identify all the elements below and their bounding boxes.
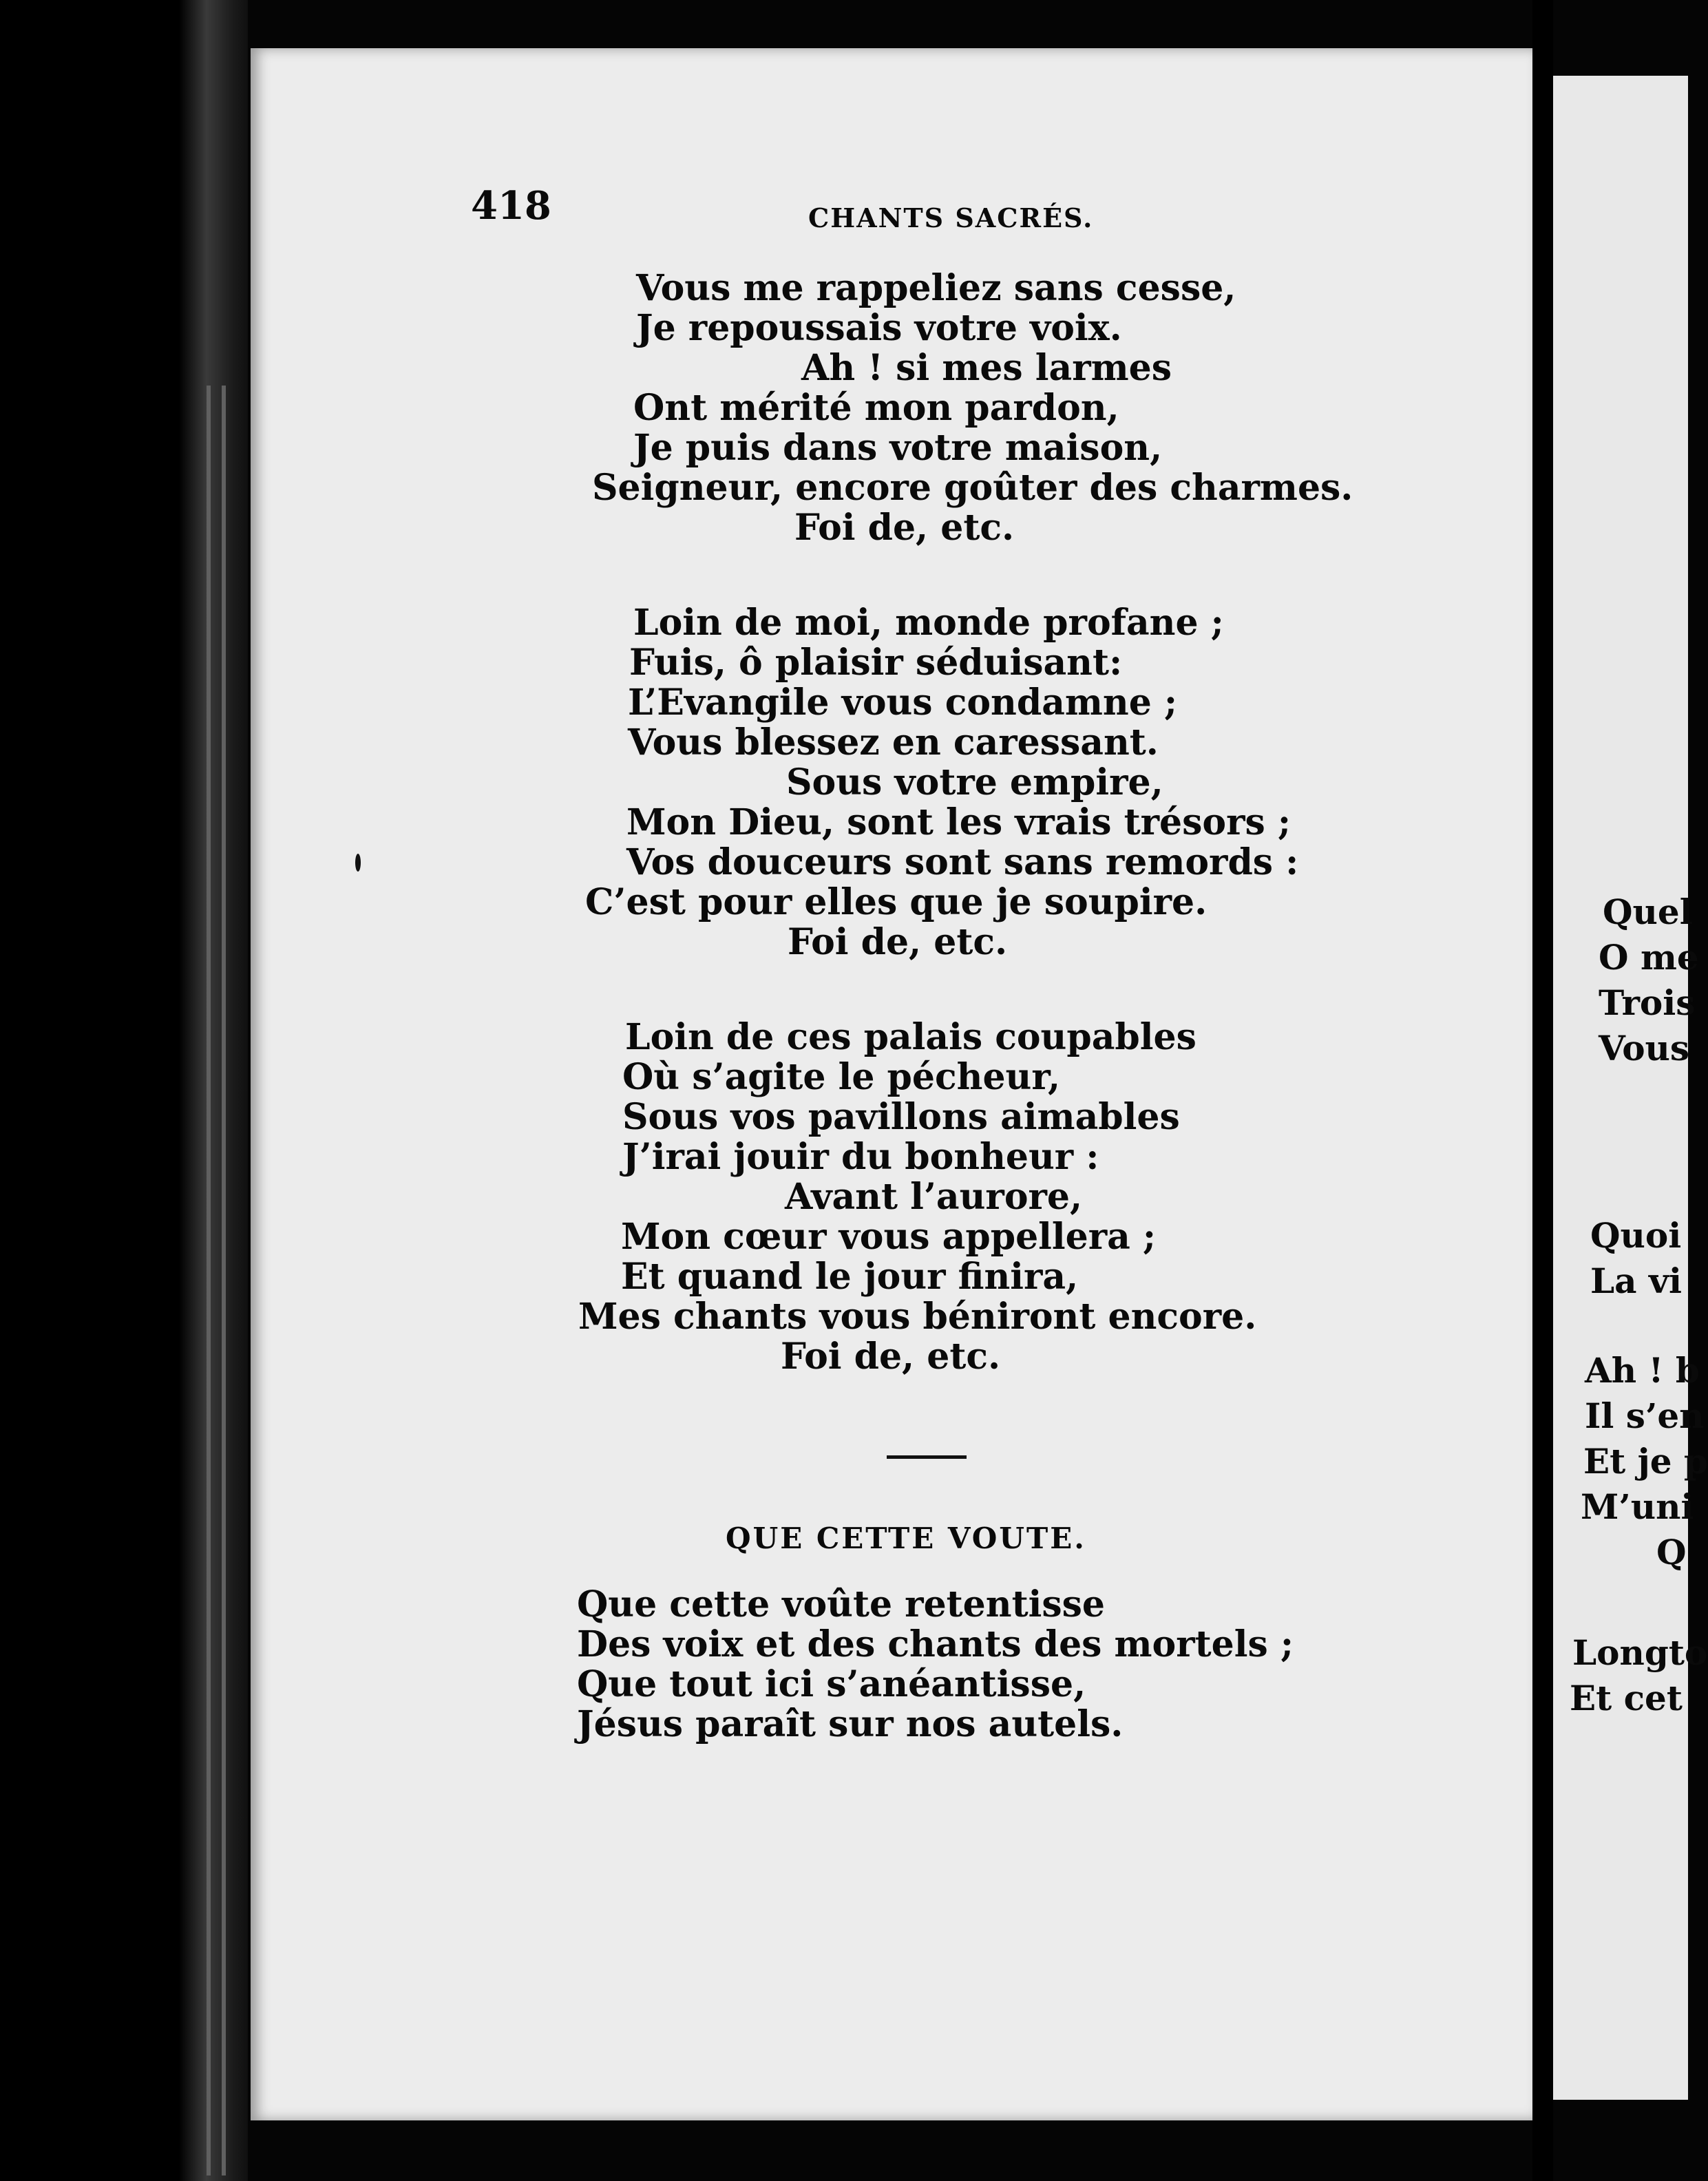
verse-line: Fuis, ô plaisir séduisant: — [629, 642, 1123, 684]
facing-page-line: Quel — [1603, 892, 1693, 932]
verse-line: Vos douceurs sont sans remords : — [626, 841, 1299, 883]
facing-page-line: Q — [1656, 1532, 1687, 1572]
section-title: QUE CETTE VOUTE. — [726, 1521, 1086, 1555]
verse-line: Je puis dans votre maison, — [633, 427, 1163, 469]
verse-line: Sous vos pavillons aimables — [622, 1096, 1180, 1138]
verse-line: Sous votre empire, — [786, 761, 1163, 803]
verse-line: Ont mérité mon pardon, — [633, 387, 1119, 429]
verse-line: Mon cœur vous appellera ; — [621, 1216, 1157, 1258]
facing-page-line: Vous — [1599, 1028, 1690, 1068]
verse-line: Des voix et des chants des mortels ; — [577, 1623, 1294, 1665]
facing-page-line: La vi — [1590, 1261, 1683, 1301]
page-gutter — [1532, 0, 1553, 2181]
verse-line: C’est pour elles que je soupire. — [585, 881, 1208, 923]
book-page — [251, 48, 1532, 2120]
running-head: CHANTS SACRÉS. — [808, 202, 1094, 233]
verse-line: Seigneur, encore goûter des charmes. — [592, 467, 1353, 509]
verse-line: Foi de, etc. — [794, 507, 1015, 549]
facing-page-line: M’uni — [1581, 1486, 1694, 1527]
ink-speck — [355, 854, 361, 872]
facing-page-line: Et je p — [1583, 1441, 1708, 1482]
facing-page-line: Trois — [1599, 982, 1696, 1023]
binding-stripe — [222, 386, 226, 2175]
facing-page-line: Longto — [1572, 1632, 1708, 1673]
book-binding-edge — [0, 0, 248, 2181]
verse-line: Et quand le jour finira, — [621, 1256, 1079, 1298]
facing-page-line: Quoi — [1590, 1215, 1682, 1256]
facing-page-line: O me — [1599, 937, 1699, 978]
verse-line: Jésus paraît sur nos autels. — [577, 1703, 1124, 1745]
binding-stripe — [207, 386, 211, 2175]
verse-line: Loin de ces palais coupables — [625, 1016, 1196, 1058]
verse-line: Mes chants vous béniront encore. — [578, 1296, 1257, 1338]
verse-line: Où s’agite le pécheur, — [622, 1056, 1061, 1098]
verse-line: Vous blessez en caressant. — [628, 721, 1159, 763]
verse-line: Que tout ici s’anéantisse, — [577, 1663, 1086, 1705]
facing-page-line: Ah ! b — [1585, 1350, 1700, 1391]
facing-page — [1553, 76, 1708, 2100]
verse-line: Foi de, etc. — [781, 1336, 1001, 1378]
verse-line: Avant l’aurore, — [785, 1176, 1083, 1218]
verse-line: Que cette voûte retentisse — [577, 1583, 1105, 1625]
section-divider — [887, 1455, 967, 1459]
verse-line: J’irai jouir du bonheur : — [622, 1136, 1099, 1178]
facing-page-line: Et cet — [1570, 1678, 1683, 1718]
verse-line: Mon Dieu, sont les vrais trésors ; — [626, 801, 1291, 843]
verse-line: Je repoussais votre voix. — [636, 307, 1122, 349]
verse-line: Ah ! si mes larmes — [801, 347, 1172, 389]
verse-line: Loin de moi, monde profane ; — [633, 602, 1224, 644]
verse-line: Foi de, etc. — [788, 921, 1008, 963]
verse-line: Vous me rappeliez sans cesse, — [636, 267, 1236, 309]
verse-line: L’Evangile vous condamne ; — [628, 682, 1178, 724]
page-number: 418 — [471, 183, 551, 229]
facing-page-line: Il s’en — [1585, 1395, 1705, 1436]
